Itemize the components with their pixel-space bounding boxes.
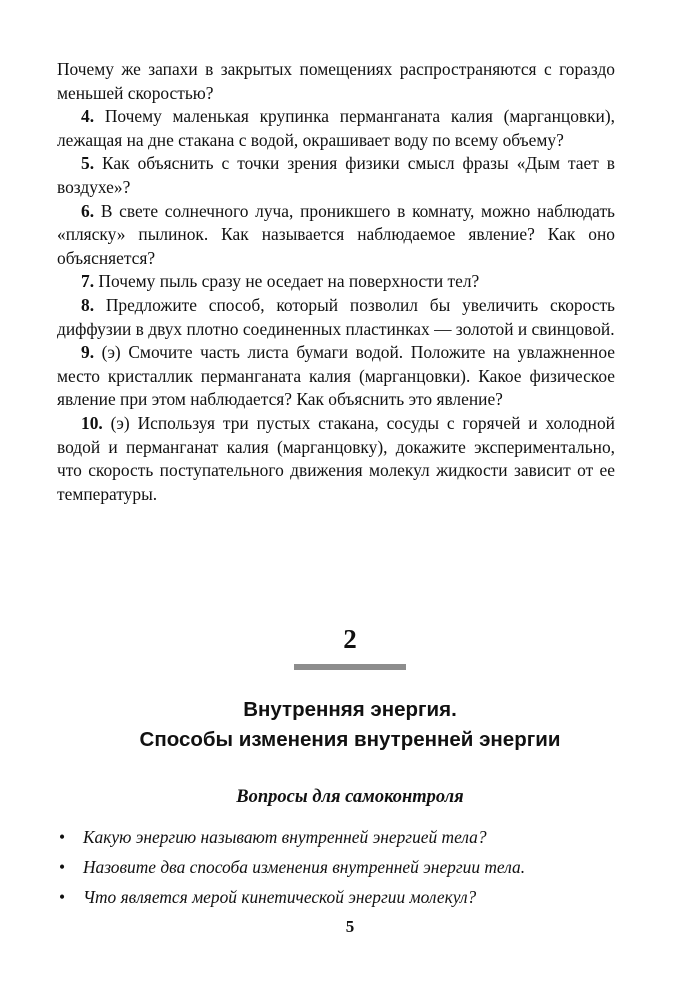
question-number: 8. — [81, 294, 95, 315]
paragraph-text: Почему же запахи в закрытых помещениях распространяются с гораздо меньшей скоростью? — [57, 59, 615, 103]
question-6 — [57, 200, 615, 271]
chapter-number: 2 — [343, 624, 357, 654]
list-item — [57, 882, 637, 912]
list-item-text: Какую энергию называют внутренней энергией тела? — [83, 827, 487, 847]
question-number: 5. — [81, 153, 95, 174]
question-10 — [57, 412, 615, 506]
question-text: В свете солнечного луча, проникшего в комнату, можно наблюдать «пляску» пылинок. Как называется наблюдаемое явление? Как оно объясняется? — [57, 200, 615, 268]
list-item — [57, 822, 637, 852]
paragraph-continuation — [57, 58, 615, 105]
question-5 — [57, 152, 615, 199]
question-number: 4. — [81, 106, 95, 127]
chapter-divider — [294, 664, 406, 670]
question-number: 6. — [81, 200, 95, 221]
question-7 — [57, 270, 615, 294]
chapter-header — [0, 622, 700, 670]
list-item-text: Что является мерой кинетической энергии молекул? — [83, 887, 477, 907]
chapter-title-line-2: Способы изменения внутренней энергии — [139, 728, 561, 751]
self-check-list — [57, 822, 637, 912]
bullet-icon: • — [59, 827, 66, 847]
question-number: 9. — [81, 342, 95, 363]
question-text: Почему маленькая крупинка перманганата калия (марганцовки), лежащая на дне стакана с водой, окрашивает воду по всему объему? — [57, 106, 615, 150]
question-text: Как объяснить с точки зрения физики смысл фразы «Дым тает в воздухе»? — [57, 153, 615, 197]
question-9 — [57, 341, 615, 412]
question-text: (э) Смочите часть листа бумаги водой. Положите на увлажненное место кристаллик перманганата калия (марганцовки). Какое физическое явление при этом наблюдается? Как объяснить это явление? — [57, 342, 615, 410]
question-number: 7. — [81, 271, 95, 292]
list-item-text: Назовите два способа изменения внутренней энергии тела. — [83, 857, 526, 877]
question-4 — [57, 105, 615, 152]
bullet-icon: • — [59, 887, 66, 907]
question-text: Почему пыль сразу не оседает на поверхности тел? — [98, 271, 480, 292]
bullet-icon: • — [59, 857, 66, 877]
question-number: 10. — [81, 412, 103, 433]
section-subheading: Вопросы для самоконтроля — [236, 787, 464, 807]
question-text: (э) Используя три пустых стакана, сосуды с горячей и холодной водой и перманганат калия (марганцовку), докажите экспериментально, что скорость поступательного движения молекул жидкости зависит от ее температуры. — [57, 412, 615, 504]
question-text: Предложите способ, который позволил бы увеличить скорость диффузии в двух плотно соединенных пластинках — золотой и свинцовой. — [57, 294, 615, 339]
page-number: 5 — [345, 917, 355, 936]
text-body — [57, 58, 615, 506]
question-8 — [57, 294, 615, 341]
chapter-title-line-1: Внутренняя энергия. — [243, 698, 457, 721]
chapter-title — [0, 695, 700, 755]
list-item — [57, 852, 637, 882]
